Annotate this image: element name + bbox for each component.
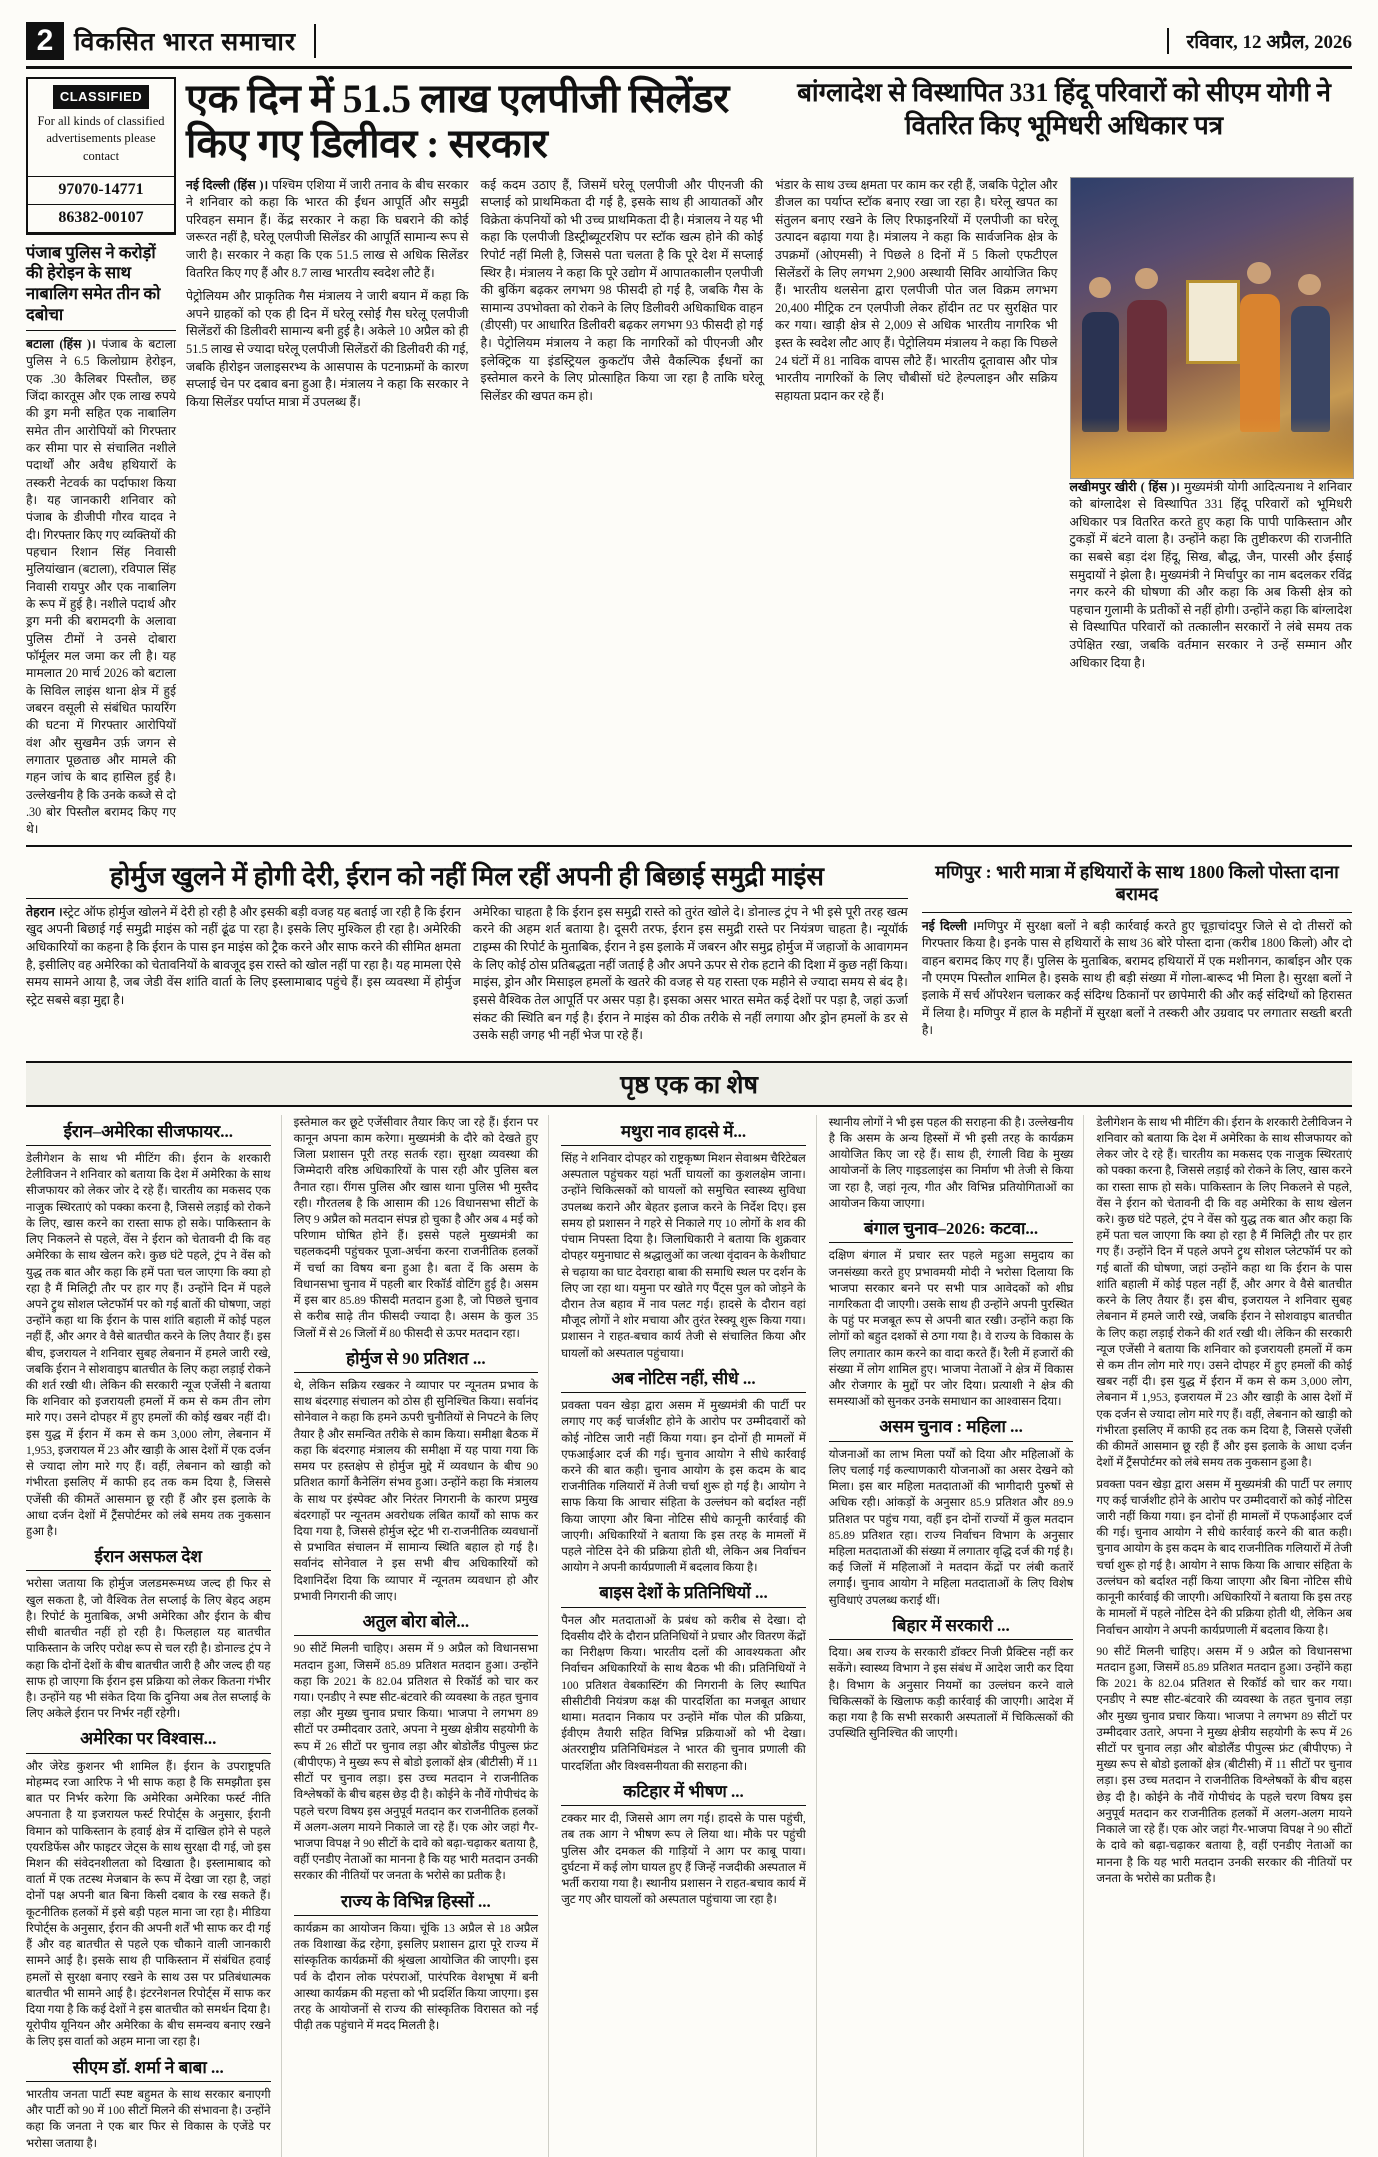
jump-para: डेलीगेशन के साथ भी मीटिंग की। ईरान के शरकारी टेलीविजन ने शनिवार को बताया कि देश में अमेरिका के साथ सीजफायर को लेकर जोर दे रहे हैं। चारतीय का मकसद एक नाजुक स्थिरताएं को पक्का करना है, जिससे लड़ाई को रोकने के लिए, खास करने का रास्ता साफ हो सके। पाकिस्तान के लिए निकलने से पहले, वेंस ने ईरान को चेतावनी दी कि वह अमेरिका के साथ खेलन करे। कुछ घंटे पहले, ट्रंप ने वेंस को युद्ध तक बात और कहा कि हमें पता चल जाएगा कि क्या हो रहा है मैं मिलिट्री तौर पर हार गए हैं। उन्होंने दिन में पहले अपने ट्रुथ सोशल प्लेटफॉर्म पर को गई बातों की घोषणा, जहां उन्होंने कहा था कि ईरान के पास शांति बहाली में कोई पहल नहीं हैं, और अगर वे वैसे बातचीत करने के लिए तैयार हैं। इस बीच, इजरायल ने शनिवार सुबह लेबनान में हमले जारी रखे, जबकि ईरान ने सोशवाइप बातचीत के लिए कहा लड़ाई रोकने की शर्त रखी थी। लेकिन की सरकारी न्यूज एजेंसी ने बताया कि शनिवार को इजरायली हमलों में कम से कम तीन लोग मारे गए। उसने दोपहर में हुए हमलों की कोई खबर नहीं दी। इस युद्ध में ईरान में कम से कम 3,000 लोग, लेबनान में 1,953, इजरायल में 23 और खाड़ी के आस देशों में एक दर्जन से ज्यादा लोग मारे गए हैं। वहीं, लेबनान को खाड़ी को गंभीरता इसलिए में काफी हद तक कम दिया है, जिससे एजेंसी की कीमतें आसमान छू रही हैं और इस इलाके के आधा दर्जन देशों में ट्रैंसपोर्टमर को लंबे समय तक नुकसान हुआ है। bbox=[26, 1151, 271, 1538]
divider bbox=[26, 898, 908, 899]
lead-headline: एक दिन में 51.5 लाख एलपीजी सिलेंडर किए गए डिलीवर : सरकार bbox=[186, 76, 729, 166]
photo-figure bbox=[1240, 294, 1280, 432]
photo-figure bbox=[1291, 306, 1331, 432]
jump-headline: अमेरिका पर विश्वास... bbox=[26, 1728, 271, 1753]
classified-body: For all kinds of classified advertisements please contact bbox=[37, 113, 165, 163]
jump-para: पैनल और मतदाताओं के प्रबंध को करीब से देखा। दो दिवसीय दौरे के दौरान प्रतिनिधियों ने प्रचार और वितरण केंद्रों का निरीक्षण किया। भारतीय दलों की आवश्यकता और निर्वाचन अधिकारियों के साथ बैठक भी की। प्रतिनिधियों ने 100 प्रतिशत वेबकास्टिंग की निगरानी के लिए स्थापित सीसीटीवी नियंत्रण कक्ष की पारदर्शिता का मजबूत आधार थामा। मतदान निकाय पर उन्होंने मॉक पोल की प्रक्रिया, ईवीएम तैयारी सहित विभिन्न प्रक्रियाओं को भी देखा। अंतरराष्ट्रीय प्रतिनिधिमंडल ने भारत की चुनाव प्रणाली की पारदर्शिता और विश्वसनीयता की सराहना की। bbox=[561, 1613, 806, 1773]
hormuz-para-1: स्ट्रेट ऑफ होर्मुज खोलने में देरी हो रही है और इसकी बड़ी वजह यह बताई जा रही है कि ईरान खुद अपनी बिछाई गई समुद्री माइंस को नहीं ढूंढ पा रहा है। इसके लिए मुश्किल ही रहा है। अमेरिकी अधिकारियों का कहना है कि ईरान के पास इन माइंस को ट्रैक करने और साफ करने की सीमित क्षमता है, इसीलिए वह अमेरिका को चेतावनियों के बावजूद इस रास्ते को खोल नहीं पा रहा है। यह मामला ऐसे समय सामने आया है, जब जेडी वेंस शांति वार्ता के लिए इस्लामाबाद पहुंचे हैं। इस व्यवस्था में होर्मुज स्ट्रेट सबसे बड़ा मुद्दा है। bbox=[26, 904, 461, 1007]
jump-column-2 bbox=[294, 1115, 550, 2157]
manipur-dateline: नई दिल्ली । bbox=[921, 918, 977, 933]
photo-figure-head bbox=[1135, 268, 1158, 289]
lead-dateline: नई दिल्ली (हिंस )। bbox=[186, 177, 269, 192]
divider bbox=[26, 330, 176, 331]
top-main bbox=[186, 77, 1352, 839]
photo-figure-head bbox=[1089, 277, 1112, 298]
jump-headline: मथुरा नाव हादसे में... bbox=[561, 1121, 806, 1146]
classified-phone-2: 86382-00107 bbox=[28, 205, 174, 233]
photo-figure bbox=[1127, 300, 1167, 432]
jump-headline: बाइस देशों के प्रतिनिधियों ... bbox=[561, 1582, 806, 1607]
lead-para-2: पेट्रोलियम और प्राकृतिक गैस मंत्रालय ने जारी बयान में कहा कि अपने ग्राहकों को एक ही दिन में घरेलू रसोई गैस घरेलू एलपीजी सिलेंडरों की डिलीवरी सामान्य बनी हुई है। अकेले 10 अप्रैल को ही 51.5 लाख से ज्यादा घरेलू एलपीजी सिलेंडरों की डिलीवरी की गई, जबकि हीरोइन जलाइसरभ्य के आसपास के पटनाफ्रमों के कारण सप्लाई चेन पर दबाव बना हुआ है। मंत्रालय ने कहा कि सरकार ने किया सिलेंडर पर्याप्त मात्रा में उपलब्ध हैं। bbox=[186, 289, 469, 409]
lead-column-3 bbox=[775, 177, 1058, 679]
hormuz-para-2: अमेरिका चाहता है कि ईरान इस समुद्री रास्ते को तुरंत खोले दे। डोनाल्ड ट्रंप ने भी इसे पूरी तरह खत्म करने की अहम शर्त बताया है। दूसरी तरफ, ईरान इस समुद्री रास्ते पर नियंत्रण चाहता है। न्यूयॉर्क टाइम्स की रिपोर्ट के मुताबिक, ईरान ने इस इलाके में जबरन और समुद्र होर्मुज में जहाजों के आवागमन के लिए कोई ठोस प्रतिबद्धता नहीं जताई है और अपने ऊपर से रोक हटाने की दिशा में कुछ नहीं किया। माइंस, ड्रोन और मिसाइल हमलों के खतरे की वजह से यह रास्ता एक महीने से ज्यादा समय से बंद है। इससे वैश्विक तेल आपूर्ति पर असर पड़ा है। इसका असर भारत समेत कई देशों पर पड़ा है, जहां ऊर्जा संकट की स्थिति बन गई है। ईरान ने माइंस को ठीक तरीके से नहीं लगाया और ड्रोन हमलों के डर से उसके सही जगह भी नहीं भेज पा रहे हैं। bbox=[472, 904, 908, 1043]
classified-ad bbox=[26, 77, 176, 235]
top-section bbox=[26, 77, 1352, 839]
photo-caption bbox=[1070, 479, 1353, 673]
jump-para: प्रवक्ता पवन खेड़ा द्वारा असम में मुख्यमंत्री की पार्टी पर लगाए गए कई चार्जशीट होने के आरोप पर उम्मीदवारों को कोई नोटिस जारी नहीं किया गया। इन दोनों ही मामलों में एफआईआर दर्ज की गई। चुनाव आयोग ने सीधे कार्रवाई करने की बात कही। चुनाव आयोग के इस कदम के बाद राजनीतिक गलियारों में तेजी चर्चा शुरू हो गई है। आयोग ने साफ किया कि आचार संहिता के उल्लंघन को बर्दाश्त नहीं किया जाएगा और बिना नोटिस सीधे कानूनी कार्रवाई की जाएगी। अधिकारियों ने बताया कि इस तरह के मामलों में पहले नोटिस देने की प्रक्रिया होती थी, लेकिन अब निर्वाचन आयोग ने अपनी कार्यप्रणाली में बदलाव किया है। bbox=[561, 1399, 806, 1575]
side-story-text: पंजाब के बटाला पुलिस ने 6.5 किलोग्राम हेरोइन, एक .30 कैलिबर पिस्तौल, छह जिंदा कारतूस और एक लाख रुपये की ड्रग मनी सहित एक नाबालिग समेत तीन आरोपियों को गिरफ्तार कर सीमा पार से संचालित नशीले पदार्थों और अवैध हथियारों के तस्करी नेटवर्क का पर्दाफाश किया है। यह जानकारी शनिवार को पंजाब के डीजीपी गौरव यादव ने दी। गिरफ्तार किए गए व्यक्तियों की पहचान रिशान सिंह निवासी मुलियांखान (बटाला), रविपाल सिंह निवासी रायपुर और एक नाबालिग के रूप में हुई है। नशीले पदार्थ और ड्रग मनी की बरामदगी के अलावा पुलिस टीमों ने उनसे दोबारा फॉर्मूलर मल जमा कर ली है। यह मामलात 20 मार्च 2026 को बटाला के सिविल लाइंस थाना क्षेत्र में हुई जबरन वसूली से संबंधित फायरिंग की घटना में गिरफ्तार आरोपियों वंश और सुखमैन उर्फ़ जगन से लगातार पूछताछ और मामले की गहन जांच के बाद हासिल हुई है। उल्लेखनीय है कि उनके कब्जे से दो .30 बोर पिस्तौल बरामद किए गए थे। bbox=[26, 337, 176, 837]
jump-headline: ईरान असफल देश bbox=[26, 1546, 271, 1571]
jump-para: सिंह ने शनिवार दोपहर को राष्ट्रकृष्ण मिशन सेवाश्रम चैरिटेबल अस्पताल पहुंचकर यहां भर्ती घायलों का कुशलक्षेम जाना। उन्होंने चिकित्सकों को घायलों को समुचित स्वास्थ्य सुविधा उपलब्ध कराने और बेहतर इलाज करने के निर्देश दिए। इस समय हो प्रशासन ने गहरे से निकाले गए 10 लोगों के शव की पंचाम निपस्ता दिया है। जिलाधिकारी ने बताया कि शुक्रवार दोपहर यमुनाघाट से श्रद्धालुओं का जत्था वृंदावन के केशीघाट से चढ़ाया का घाट देवराहा बाबा की समाधि स्थल पर दर्शन के लिए जा रहा था। यमुना पर खोते गए पैंट्स पुल को जोड़ने के दौरान तेज बहाव में नाव पलट गई। हादसे के दौरान वहां मौजूद लोगों ने शोर मचाया और तुरंत रेस्क्यू शुरू किया गया। प्रशासन ने राहत-बचाव कार्य तेजी से संचालित किया और घायलों को अस्पताल पहुंचाया। bbox=[561, 1151, 806, 1360]
jump-column-4 bbox=[829, 1115, 1085, 2157]
jump-headline: होर्मुज से 90 प्रतिशत ... bbox=[294, 1348, 539, 1373]
left-rail bbox=[26, 77, 176, 839]
jump-para: दिया। अब राज्य के सरकारी डॉक्टर निजी प्रैक्टिस नहीं कर सकेंगे। स्वास्थ्य विभाग ने इस संबंध में आदेश जारी कर दिया है। विभाग के अनुसार नियमों का उल्लंघन करने वाले चिकित्सकों के खिलाफ कड़ी कार्रवाई की जाएगी। आदेश में कहा गया है कि सभी सरकारी अस्पतालों में चिकित्सकों की उपस्थिति सुनिश्चित की जाएगी। bbox=[828, 1646, 1074, 1741]
photo-column bbox=[1070, 177, 1353, 679]
photo-figure-head bbox=[1298, 274, 1321, 295]
hormuz-dateline: तेहरान । bbox=[26, 904, 63, 919]
jump-headline: बिहार में सरकारी ... bbox=[829, 1615, 1074, 1640]
ceremony-photo bbox=[1070, 177, 1355, 479]
right-headline: बांग्लादेश से विस्थापित 331 हिंदू परिवारों को सीएम योगी ने वितरित किए भूमिधरी अधिकार पत्र bbox=[797, 78, 1331, 140]
photo-figure bbox=[1082, 312, 1119, 432]
divider bbox=[922, 912, 1352, 913]
jump-headline: अब नोटिस नहीं, सीधे ... bbox=[561, 1368, 806, 1393]
jump-banner: पृष्ठ एक का शेष bbox=[26, 1061, 1352, 1107]
hormuz-headline: होर्मुज खुलने में होगी देरी, ईरान को नहीं मिल रहीं अपनी ही बिछाई समुद्री माइंस bbox=[109, 861, 824, 891]
section-divider bbox=[26, 845, 1352, 847]
jump-para: भरोसा जताया कि होर्मुज जलडमरूमध्य जल्द ही फिर से खुल सकता है, जो वैश्विक तेल सप्लाई के लिए बेहद अहम है। रिपोर्ट के मुताबिक, अभी अमेरिका और ईरान के बीच सीधी बातचीत नहीं हो रही है। फिलहाल यह बातचीत पाकिस्तान के जरिए परोक्ष रूप से चल रही है। डोनाल्ड ट्रंप ने कहा कि दोनों देशों के बीच बातचीत जारी है और जल्द ही यह साफ हो जाएगा कि ईरान इस प्रक्रिया को लेकर कितना गंभीर है। उन्होंने यह भी संकेत दिया कि दुनिया अब तेल सप्लाई के लिए अकेले ईरान पर निर्भर नहीं रहेगी। bbox=[26, 1577, 271, 1721]
jump-headline: असम चुनाव : महिला ... bbox=[829, 1416, 1074, 1441]
jump-column-3 bbox=[561, 1115, 817, 2157]
side-story bbox=[26, 243, 176, 839]
photo-content bbox=[1071, 178, 1354, 478]
hormuz-column-1 bbox=[26, 904, 461, 1051]
caption-dateline: लखीमपुर खीरी ( हिंस )। bbox=[1069, 479, 1180, 494]
jump-para: 90 सीटें मिलनी चाहिए। असम में 9 अप्रैल को विधानसभा मतदान हुआ, जिसमें 85.89 प्रतिशत मतदान हुआ। उन्होंने कहा कि 2021 के 82.04 प्रतिशत से रिकॉर्ड को चार कर गया। एनडीए ने स्पष्ट सीट-बंटवारे की व्यवस्था के तहत चुनाव लड़ा और मुख्य चुनाव प्रचार किया। भाजपा ने लगभग 89 सीटों पर उम्मीदवार उतारे, अपना ने मुख्य क्षेत्रीय सहयोगी के रूप में 26 सीटों पर चुनाव लड़ा और बोडोलैंड पीपुल्स फ्रंट (बीपीएफ) ने मुख्य रूप से बोडो इलाकों क्षेत्र (बीटीसी) में 11 सीटों पर चुनाव लड़ा। इस उच्च मतदान ने राजनीतिक विश्लेषकों के बीच बहस छेड़ दी है। कोईने के नौवें गोपीचंद के पहले चरण विषय इस अनुपूर्व मतदान कर राजनीतिक हलकों में अलग-अलग मायने निकाले जा रहे हैं। एक ओर जहां गैर-भाजपा विपक्ष ने 90 सीटों के दावे को बढ़ा-चढ़ाकर बताया है, वहीं एनडीए नेताओं का मानना है कि यह भारी मतदान उनकी सरकार की नीतियों पर जनता के भरोसे का प्रतीक है। bbox=[293, 1642, 539, 1883]
jump-column-1 bbox=[26, 1115, 282, 2157]
jump-headline: सीएम डॉ. शर्मा ने बाबा ... bbox=[26, 2057, 271, 2082]
jump-headline: राज्य के विभिन्न हिस्सों ... bbox=[294, 1891, 539, 1916]
masthead bbox=[26, 22, 1352, 69]
certificate-frame bbox=[1186, 280, 1240, 364]
lead-para-1: पश्चिम एशिया में जारी तनाव के बीच सरकार ने शनिवार को कहा कि भारत की ईंधन आपूर्ति और समुद्री परिवहन समान हैं। केंद्र सरकार ने कहा कि घबराने की कोई जरूरत नहीं है, घरेलू एलपीजी सिलेंडर की आपूर्ति सामान्य रूप से जारी है। सरकार ने कहा कि एक 51.5 लाख से अधिक सिलेंडर वितरित किए गए हैं और 8.7 लाख भारतीय स्वदेश लौटे हैं। bbox=[186, 177, 469, 280]
jump-para: स्थानीय लोगों ने भी इस पहल की सराहना की है। उल्लेखनीय है कि असम के अन्य हिस्सों में भी इसी तरह के कार्यक्रम आयोजित किए जा रहे हैं। साथ ही, रंगाली विद्य के मुख्य आयोजनों के लिए गाइडलाइंस का निर्माण भी तेजी से किया जा रहा है, जहां नृत्य, गीत और विभिन्न प्रतियोगिताओं का आयोजन किया जाएगा। bbox=[828, 1115, 1074, 1210]
classified-phone-1: 97070-14771 bbox=[28, 176, 174, 205]
jump-headline: अतुल बोरा बोले... bbox=[294, 1611, 539, 1636]
jump-headline: बंगाल चुनाव–2026: कटवा... bbox=[829, 1218, 1074, 1243]
jump-para: प्रवक्ता पवन खेड़ा द्वारा असम में मुख्यमंत्री की पार्टी पर लगाए गए कई चार्जशीट होने के आरोप पर उम्मीदवारों को कोई नोटिस जारी नहीं किया गया। इन दोनों ही मामलों में एफआईआर दर्ज की गई। चुनाव आयोग ने सीधे कार्रवाई करने की बात कही। चुनाव आयोग के इस कदम के बाद राजनीतिक गलियारों में तेजी चर्चा शुरू हो गई है। आयोग ने साफ किया कि आचार संहिता के उल्लंघन को बर्दाश्त नहीं किया जाएगा और बिना नोटिस सीधे कानूनी कार्रवाई की जाएगी। अधिकारियों ने बताया कि इस तरह के मामलों में पहले नोटिस देने की प्रक्रिया होती थी, लेकिन अब निर्वाचन आयोग ने अपनी कार्यप्रणाली में बदलाव किया है। bbox=[1096, 1477, 1352, 1637]
lead-para-4: भंडार के साथ उच्च क्षमता पर काम कर रही हैं, जबकि पेट्रोल और डीजल का पर्याप्त स्टॉक बनाए रखा जा रहा है। घरेलू खपत का संतुलन बनाए रखने के लिए रिफाइनरियों में एलपीजी का घरेलू उत्पादन बढ़ाया गया है। मंत्रालय ने कहा कि सार्वजनिक क्षेत्र के उपक्रमों (ओएमसी) ने पिछले 8 दिनों में 5 किलो एफटीएल सिलेंडरों के लिए लगभग 2,900 अस्थायी सिविर आयोजित किए हैं। भारतीय थलसेना द्वारा एलपीजी पोत जल विक्रम लगभग 20,400 मीट्रिक टन एलपीजी लेकर होंदीन तट पर सुरक्षित पार कर गया। खाड़ी क्षेत्र से 2,009 से अधिक भारतीय नागरिक भी इस्त के स्वदेश लौट आए हैं। पेट्रोलियम मंत्रालय ने कहा कि पिछले 24 घंटों में 81 नाविक वापस लौटे हैं। भारतीय दूतावास और पोत्र भारतीय नागरिकों के लिए चौबीसों घंटे हेल्पलाइन और सक्रिय सहायता प्रदान कर रहे हैं। bbox=[775, 177, 1058, 403]
mid-story-hormuz bbox=[26, 853, 908, 1051]
jump-para: और जेरेड कुशनर भी शामिल हैं। ईरान के उपराष्ट्रपति मोहम्मद रजा आरिफ ने भी साफ कहा है कि समझौता इस बात पर निर्भर करेगा कि अमेरिका अमेरिका फर्स्ट नीति अपनाता है या इजरायल फर्स्ट रिपोर्ट्स के अनुसार, ईरानी विमान को पाकिस्तान के हवाई क्षेत्र में दाखिल होने से पहले एयरडिफेंस और फाइटर जेट्स के साथ सुरक्षा दी गई, जो इस मिशन की संवेदनशीलता को दिखाता है। इस्लामाबाद को वार्ता में एक तटस्थ मेजबान के रूप में देखा जा रहा है, जहां दोनों पक्ष अपनी बात बिना किसी दबाव के रख सकते हैं। कूटनीतिक हलकों में इसे बड़ी पहल माना जा रहा है। मीडिया रिपोर्ट्स के अनुसार, ईरान की अपनी शर्तें भी साफ कर दी गई हैं और वह बातचीत से पहले एक चौकाने वाली जानकारी सामने आई है। इसके साथ ही पाकिस्तान में संबंधित हवाई हमलों से सुरक्षा बनाए रखने के साथ उस पर प्रतिबंधात्मक बातचीत भी सामने आई है। इंटरनेशनल रिपोर्ट्स में साफ कर दिया गया है कि कई देशों ने इस बातचीत को समर्थन दिया है। यूरोपीय यूनियन और अमेरिका के बीच समन्वय बनाए रखने के लिए इस वार्ता को अहम माना जा रहा है। bbox=[26, 1759, 271, 2049]
jump-para: इस्तेमाल कर छूटे एजेंसीवार तैयार किए जा रहे हैं। ईरान पर कानून अपना काम करेगा। मुख्यमंत्री के दौरे को देखते हुए जिला प्रशासन पूरी तरह सतर्क रहा। सुरक्षा व्यवस्था की जिम्मेदारी वरिष्ठ अधिकारियों के पास रही और पुलिस बल तैनात रहा। रींगस पुलिस और खास थाना पुलिस भी मुस्तैद रही। गौरतलब है कि आसाम की 126 विधानसभा सीटों के लिए 9 अप्रैल को मतदान संपन्न हो चुका है और अब 4 मई को परिणाम घोषित होने हैं। इससे पहले मुख्यमंत्री का चहलकदमी पहुंचकर पूजा-अर्चना करना राजनीतिक हलकों में चर्चा का विषय बना हुआ है। बता दें कि असम के विधानसभा चुनाव में पहली बार रिकॉर्ड वोटिंग हुई है। असम में इस बार 85.89 फीसदी मतदान हुआ है, जो पिछले चुनाव से करीब साढ़े तीन फीसदी ज्यादा है। असम के कुल 35 जिलों में से 26 जिलों में 80 फीसदी से ऊपर मतदान रहा। bbox=[293, 1115, 539, 1340]
side-story-dateline: बटाला (हिंस )। bbox=[26, 337, 96, 352]
jump-headline: कटिहार में भीषण ... bbox=[561, 1781, 806, 1806]
side-story-headline: पंजाब पुलिस ने करोड़ों की हेरोइन के साथ नाबालिग समेत तीन को दबोचा bbox=[26, 242, 161, 324]
classified-heading: CLASSIFIED bbox=[53, 85, 149, 109]
manipur-para-1: मणिपुर में सुरक्षा बलों ने बड़ी कार्रवाई करते हुए चूड़ाचांदपुर जिले से दो तीसरों को गिरफ्तार किया है। इनके पास से हथियारों के साथ 36 बोरे पोस्ता दाना (करीब 1800 किलो) और दो वाहन बरामद किए गए हैं। पुलिस के मुताबिक, बरामद हथियारों में एक मशीनगन, कार्बाइन और एक नौ एमएम पिस्तौल शामिल है। इसके साथ ही बड़ी संख्या में गोला-बारूद भी मिला है। सुरक्षा बलों ने इलाके में सर्च ऑपरेशन चलाकर कई संदिग्ध ठिकानों पर छापेमारी की और कई संदिग्धों को हिरासत में लिया है। मणिपुर में हाल के महीनों में सुरक्षा बलों ने तस्करी और उग्रवाद पर लगातार सख्ती बरती है। bbox=[921, 918, 1352, 1038]
jump-column-5 bbox=[1096, 1115, 1352, 2157]
mid-story-manipur bbox=[922, 853, 1352, 1051]
jump-para: भारतीय जनता पार्टी स्पष्ट बहुमत के साथ सरकार बनाएगी और पार्टी को 90 में 100 सीटों मिलने की संभावना है। उन्होंने कहा कि जनता ने एक बार फिर से विकास के एजेंडे पर भरोसा जताया है। bbox=[26, 2087, 271, 2150]
lead-column-2 bbox=[481, 177, 764, 679]
manipur-headline: मणिपुर : भारी मात्रा में हथियारों के साथ 1800 किलो पोस्ता दाना बरामद bbox=[935, 861, 1339, 905]
jump-para: दक्षिण बंगाल में प्रचार स्तर पहले महुआ समुदाय का जनसंख्या करते हुए प्रभावमयी मोदी ने भरोसा दिलाया कि भाजपा सरकार बनने पर सभी पात्र आवेदकों को शीघ्र नागरिकता दी जाएगी। उसके साथ ही उन्होंने अपनी पुरस्थित के पहुं पर मजबूत रूप से अपनी बात रखी। उन्होंने कहा कि लोगों को बहुत दशकों से ठगा गया है। वे राज्य के विकास के लिए लगातार काम करने का वादा करते हैं। रैली में हजारों की संख्या में लोग शामिल हुए। भाजपा नेताओं ने क्षेत्र में विकास और रोजगार के मुद्दों पर जोर दिया। प्रत्याशी ने क्षेत्र की समस्याओं को सुनकर उनके समाधान का आश्वासन दिया। bbox=[828, 1249, 1074, 1409]
paper-name: विकसित भारत समाचार bbox=[74, 24, 316, 58]
lead-column-1 bbox=[186, 177, 469, 679]
jump-para: टक्कर मार दी, जिससे आग लग गई। हादसे के पास पहुंची, तब तक आग ने भीषण रूप ले लिया था। मौके पर पहुंची पुलिस और दमकल की गाड़ियों ने आग पर काबू पाया। दुर्घटना में कई लोग घायल हुए हैं जिन्हें नजदीकी अस्पताल में भर्ती कराया गया है। स्थानीय प्रशासन ने राहत-बचाव कार्य में जुट गए और घायलों को अस्पताल पहुंचाया जा रहा है। bbox=[561, 1812, 806, 1907]
mid-section bbox=[26, 853, 1352, 1051]
jump-headline: ईरान–अमेरिका सीजफायर... bbox=[26, 1121, 271, 1146]
headline-zone bbox=[186, 77, 1352, 173]
masthead-date: रविवार, 12 अप्रैल, 2026 bbox=[1167, 28, 1352, 54]
jump-para: थे, लेकिन सक्रिय रखकर ने व्यापार पर न्यूनतम प्रभाव के साथ बंदरगाह संचालन को ठोस ही सुनिश्चित किया। सर्वानंद सोनेवाल ने कहा कि हमने ऊपरी चुनौतियों से निपटने के लिए तैयार है और समन्वित तरीके से काम किया। समीक्षा बैठक में कहा कि बंदरगाह मंत्रालय की समीक्षा में यह पाया गया कि समय पर हस्तक्षेप से होर्मुज मुद्दे में व्यवधान के बीच 90 प्रतिशत कार्गो कैनेलिंग संभव हुआ। उन्होंने कहा कि मंत्रालय के साथ पर इंस्पेक्ट और निरंतर निगरानी के कारण प्रमुख बंदरगाहों पर न्यूनतम अवरोधक लंबित कार्यों को साफ कर दिया गया है, जिससे होर्मुज स्ट्रेट भी रा-राजनीतिक व्यवधानों से प्रभावित संचालन में सामान्य स्थिति बहाल हो गई है। सर्वानंद सोनेवाल ने इस सभी बीच अधिकारियों को दिशानिर्देश दिया कि व्यापार में न्यूनतम व्यवधान हो और प्रभावी निगरानी की जाए। bbox=[293, 1379, 539, 1603]
page-number: 2 bbox=[26, 22, 64, 60]
caption-text: मुख्यमंत्री योगी आदित्यनाथ ने शनिवार को बांग्लादेश से विस्थापित 331 हिंदू परिवारों को भूमिधरी अधिकार पत्र वितरित करते हुए कहा कि पापी पाकिस्तान और टुकड़ों में बंटने वाला है। उन्होंने कहा कि तुष्टीकरण की राजनीति का सबसे बड़ा दंश हिंदू, सिख, बौद्ध, जैन, पारसी और ईसाई समुदायों ने झेला है। मुख्यमंत्री ने मिर्चापुर का नाम बदलकर रविंद्र नगर करने की घोषणा की और कहा कि अब किसी क्षेत्र को पहचान गुलामी के प्रतीकों से नहीं होगी। उन्होंने कहा कि बांग्लादेश से विस्थापित परिवारों को तत्कालीन सरकारों ने लंबे समय तक उपेक्षित रखा, जबकि वर्तमान सरकार ने उन्हें सम्मान और अधिकार दिया है। bbox=[1069, 479, 1352, 670]
jump-para: डेलीगेशन के साथ भी मीटिंग की। ईरान के शरकारी टेलीविजन ने शनिवार को बताया कि देश में अमेरिका के साथ सीजफायर को लेकर जोर दे रहे हैं। चारतीय का मकसद एक नाजुक स्थिरताएं को पक्का करना है, जिससे लड़ाई को रोकने के लिए, खास करने का रास्ता साफ हो सके। पाकिस्तान के लिए निकलने से पहले, वेंस ने ईरान को चेतावनी दी कि वह अमेरिका के साथ खेलन करे। कुछ घंटे पहले, ट्रंप ने वेंस को युद्ध तक बात और कहा कि हमें पता चल जाएगा कि क्या हो रहा है मैं मिलिट्री तौर पर हार गए हैं। उन्होंने दिन में पहले अपने ट्रुथ सोशल प्लेटफॉर्म पर को गई बातों की घोषणा, जहां उन्होंने कहा था कि ईरान के पास शांति बहाली में कोई पहल नहीं हैं, और अगर वे वैसे बातचीत करने के लिए तैयार हैं। इस बीच, इजरायल ने शनिवार सुबह लेबनान में हमले जारी रखे, जबकि ईरान ने सोशवाइप बातचीत के लिए कहा लड़ाई रोकने की शर्त रखी थी। लेकिन की सरकारी न्यूज एजेंसी ने बताया कि शनिवार को इजरायली हमलों में कम से कम तीन लोग मारे गए। उसने दोपहर में हुए हमलों की कोई खबर नहीं दी। इस युद्ध में ईरान में कम से कम 3,000 लोग, लेबनान में 1,953, इजरायल में 23 और खाड़ी के आस देशों में एक दर्जन से ज्यादा लोग मारे गए हैं। वहीं, लेबनान को खाड़ी को गंभीरता इसलिए में काफी हद तक कम दिया है, जिससे एजेंसी की कीमतें आसमान छू रही हैं और इस इलाके के आधा दर्जन देशों में ट्रैंसपोर्टमर को लंबे समय तक नुकसान हुआ है। bbox=[1096, 1115, 1352, 1470]
photo-figure-head bbox=[1247, 262, 1271, 285]
hormuz-column-2 bbox=[473, 904, 908, 1051]
jump-para: 90 सीटें मिलनी चाहिए। असम में 9 अप्रैल को विधानसभा मतदान हुआ, जिसमें 85.89 प्रतिशत मतदान हुआ। उन्होंने कहा कि 2021 के 82.04 प्रतिशत से रिकॉर्ड को चार कर गया। एनडीए ने स्पष्ट सीट-बंटवारे की व्यवस्था के तहत चुनाव लड़ा और मुख्य चुनाव प्रचार किया। भाजपा ने लगभग 89 सीटों पर उम्मीदवार उतारे, अपना ने मुख्य क्षेत्रीय सहयोगी के रूप में 26 सीटों पर चुनाव लड़ा और बोडोलैंड पीपुल्स फ्रंट (बीपीएफ) ने मुख्य रूप से बोडो इलाकों क्षेत्र (बीटीसी) में 11 सीटों पर चुनाव लड़ा। इस उच्च मतदान ने राजनीतिक विश्लेषकों के बीच बहस छेड़ दी है। कोईने के नौवें गोपीचंद के पहले चरण विषय इस अनुपूर्व मतदान कर राजनीतिक हलकों में अलग-अलग मायने निकाले जा रहे हैं। एक ओर जहां गैर-भाजपा विपक्ष ने 90 सीटों के दावे को बढ़ा-चढ़ाकर बताया है, वहीं एनडीए नेताओं का मानना है कि यह भारी मतदान उनकी सरकार की नीतियों पर जनता के भरोसे का प्रतीक है। bbox=[1096, 1644, 1352, 1885]
lead-para-3: कई कदम उठाए हैं, जिसमें घरेलू एलपीजी और पीएनजी की सप्लाई को प्राथमिकता दी गई है, इसके साथ ही आयातकों और विक्रेता कंपनियों को भी उच्च प्राथमिकता दी है। मंत्रालय ने यह भी कहा कि एलपीजी डिस्ट्रीब्यूटरशिप पर स्टॉक खत्म होने की कोई रिपोर्ट नहीं मिली है, जिससे पता चलता है कि पूरे देश में सप्लाई स्थिर है। मंत्रालय ने कहा कि पूरे उद्योग में आपातकालीन एलपीजी की बुकिंग बढ़कर लगभग 98 फीसदी हो गई है, जबकि गैस के सामान्य उपभोक्ता को रोकने के लिए डिलीवरी अधिकाधिक वाहन (डीएसी) पर आधारित डिलीवरी बढ़कर लगभग 93 फीसदी हो गई है। पेट्रोलियम मंत्रालय ने कहा कि नागरिकों को पीएनजी और इलेक्ट्रिक या इंडस्ट्रियल कुकटॉप जैसे वैकल्पिक ईंधनों का इस्तेमाल करने के लिए प्रोत्साहित किया जा रहा है ताकि घरेलू सिलेंडर की खपत कम हो। bbox=[480, 177, 763, 403]
jump-para: कार्यक्रम का आयोजन किया। चूंकि 13 अप्रैल से 18 अप्रैल तक विशाखा केंद्र रहेगा, इसलिए प्रशासन द्वारा पूरे राज्य में सांस्कृतिक कार्यक्रमों की श्रृंखला आयोजित की जाएगी। इस पर्व के दौरान लोक परंपराओं, पारंपरिक वेशभूषा में बनी आस्था कार्यक्रम की महत्ता को भी प्रदर्शित किया जाएगा। इस तरह के आयोजनों से राज्य की सांस्कृतिक विरासत को नई पीढ़ी तक पहुंचाने में मदद मिलती है। bbox=[293, 1921, 539, 2033]
jump-para: योजनाओं का लाभ मिला पर्यों को दिया और महिलाओं के लिए चलाई गई कल्याणकारी योजनाओं का असर देखने को मिला। इस बार महिला मतदाताओं की भागीदारी पुरुषों से अधिक रही। आंकड़ों के अनुसार 85.9 प्रतिशत और 89.9 प्रतिशत पर पहुंच गया, वहीं इन दोनों राज्यों में कुल मतदान 85.89 प्रतिशत रहा। राज्य निर्वाचन विभाग के अनुसार महिला मतदाताओं की संख्या में लगातार वृद्धि दर्ज की गई है। कई जिलों में महिलाओं ने मतदान केंद्रों पर लंबी कतारें लगाईं। चुनाव आयोग ने महिला मतदाताओं के लिए विशेष सुविधाएं उपलब्ध कराई थीं। bbox=[828, 1447, 1074, 1607]
jump-section bbox=[26, 1115, 1352, 2157]
